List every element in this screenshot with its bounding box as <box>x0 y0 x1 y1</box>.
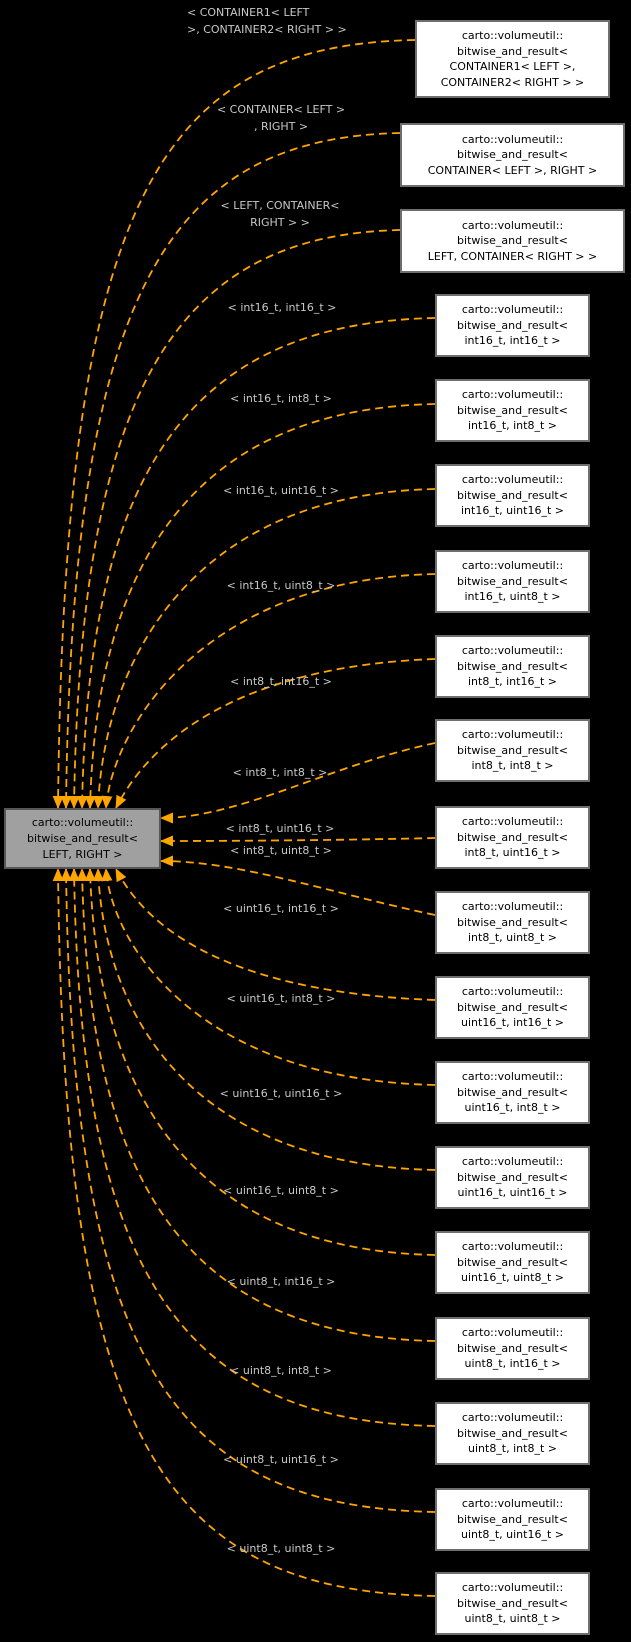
instantiation-node-line: int8_t, int8_t > <box>471 759 554 773</box>
instantiation-node-line: bitwise_and_result< <box>457 1341 568 1355</box>
instantiation-node-line: carto::volumeutil:: <box>461 1581 564 1595</box>
instantiation-node-line: bitwise_and_result< <box>457 743 568 757</box>
instantiation-node-line: int8_t, int16_t > <box>467 675 557 689</box>
instantiation-node[interactable] <box>435 1572 590 1635</box>
instantiation-node[interactable] <box>435 1231 590 1294</box>
edge-label <box>230 844 332 857</box>
edge-label-line: < int16_t, int16_t > <box>227 301 337 314</box>
edge-label-line: , RIGHT > <box>253 120 309 133</box>
instantiation-node-line: carto::volumeutil:: <box>461 29 564 42</box>
instantiation-node[interactable] <box>400 209 625 273</box>
edge-label <box>230 675 332 688</box>
instantiation-node-line: bitwise_and_result< <box>457 318 568 332</box>
instantiation-node-line: bitwise_and_result< <box>457 1085 568 1099</box>
instantiation-node-line: int16_t, int16_t > <box>464 334 561 348</box>
edge-label-line: < int8_t, uint8_t > <box>230 844 332 857</box>
instantiation-node[interactable] <box>435 1061 590 1124</box>
instantiation-node-line: bitwise_and_result< <box>457 1596 568 1610</box>
edge-label <box>217 101 345 135</box>
instantiation-node[interactable] <box>435 1317 590 1380</box>
edge-label <box>230 1364 332 1377</box>
edge-label-line: < int16_t, uint16_t > <box>223 484 339 497</box>
instantiation-node[interactable] <box>435 806 590 869</box>
instantiation-node-line: carto::volumeutil:: <box>461 1155 564 1169</box>
instantiation-node-line: int8_t, uint8_t > <box>468 931 557 945</box>
instantiation-node-line: bitwise_and_result< <box>457 44 568 58</box>
instantiation-node-line: bitwise_and_result< <box>457 234 568 248</box>
instantiation-node-line: bitwise_and_result< <box>457 915 568 929</box>
instantiation-node[interactable] <box>435 1402 590 1465</box>
instantiation-node-line: uint8_t, uint8_t > <box>464 1612 561 1626</box>
instantiation-edge <box>58 869 435 1596</box>
instantiation-node-line: uint16_t, int16_t > <box>461 1016 564 1030</box>
instantiation-edge <box>161 838 435 841</box>
instantiation-node-line: carto::volumeutil:: <box>461 1070 564 1084</box>
instantiation-node[interactable] <box>400 123 625 187</box>
edge-label-line: < uint8_t, uint8_t > <box>226 1542 336 1555</box>
edge-label <box>223 484 339 497</box>
edge-label-line: < CONTAINER1< LEFT <box>187 6 310 19</box>
instantiation-node-line: carto::volumeutil:: <box>461 1497 564 1511</box>
edge-label <box>227 1542 336 1555</box>
instantiation-node[interactable] <box>435 635 590 698</box>
instantiation-node-line: bitwise_and_result< <box>457 1000 568 1014</box>
instantiation-node[interactable] <box>435 1488 590 1551</box>
instantiation-node-line: bitwise_and_result< <box>457 403 568 417</box>
edge-label-line: RIGHT > > <box>250 216 310 229</box>
edge-label <box>233 766 328 779</box>
instantiation-node[interactable] <box>435 550 590 613</box>
instantiation-node-line: CONTAINER< LEFT >, RIGHT > <box>427 163 598 177</box>
instantiation-node[interactable] <box>435 976 590 1039</box>
central-node <box>4 808 161 869</box>
edge-label <box>187 4 347 38</box>
instantiation-edge <box>98 489 435 808</box>
instantiation-edge <box>116 869 435 1000</box>
edge-label-line: < uint8_t, uint16_t > <box>223 1453 339 1466</box>
instantiation-node-line: carto::volumeutil:: <box>461 1326 564 1340</box>
edge-label <box>227 579 336 592</box>
instantiation-node-line: int8_t, uint16_t > <box>464 846 561 860</box>
instantiation-node-line: carto::volumeutil:: <box>461 559 564 573</box>
edge-label <box>227 1275 336 1288</box>
edge-label <box>223 902 339 915</box>
edge-label-line: < uint16_t, uint16_t > <box>219 1087 343 1100</box>
instantiation-node-line: bitwise_and_result< <box>457 830 568 844</box>
edge-label-line: < uint8_t, int8_t > <box>230 1364 332 1377</box>
instantiation-node-line: bitwise_and_result< <box>457 488 568 502</box>
edge-label-line: < int16_t, int8_t > <box>230 392 332 405</box>
instantiation-node-line: carto::volumeutil:: <box>461 728 564 742</box>
instantiation-node-line: bitwise_and_result< <box>457 1512 568 1526</box>
instantiation-node-line: carto::volumeutil:: <box>461 303 564 317</box>
instantiation-node-line: LEFT, CONTAINER< RIGHT > > <box>427 249 598 263</box>
instantiation-node-line: bitwise_and_result< <box>457 1255 568 1269</box>
instantiation-node[interactable] <box>435 464 590 527</box>
instantiation-node-line: bitwise_and_result< <box>457 659 568 673</box>
edge-label <box>227 992 336 1005</box>
edge-label-line: < LEFT, CONTAINER< <box>220 199 340 212</box>
instantiation-edge <box>90 869 435 1255</box>
edge-label-line: >, CONTAINER2< RIGHT > > <box>187 23 347 36</box>
edge-label-line: < int8_t, uint16_t > <box>225 822 335 835</box>
instantiation-node-line: int16_t, uint8_t > <box>464 590 561 604</box>
instantiation-node-line: CONTAINER1< LEFT >, <box>449 60 576 73</box>
instantiation-node-line: carto::volumeutil:: <box>461 815 564 829</box>
edge-label <box>226 822 335 835</box>
instantiation-node[interactable] <box>435 1146 590 1209</box>
edge-label-line: < int8_t, int8_t > <box>232 766 328 779</box>
edge-label-line: < int16_t, uint8_t > <box>226 579 336 592</box>
instantiation-node-line: bitwise_and_result< <box>457 1170 568 1184</box>
central-node-line: LEFT, RIGHT > <box>42 847 123 861</box>
edge-label <box>223 1453 339 1466</box>
instantiation-edge <box>161 743 435 818</box>
instantiation-node-line: carto::volumeutil:: <box>461 644 564 658</box>
instantiation-node-line: bitwise_and_result< <box>457 574 568 588</box>
instantiation-node-line: uint8_t, int8_t > <box>468 1442 557 1456</box>
edge-label-line: < int8_t, int16_t > <box>230 675 332 688</box>
instantiation-edge <box>74 230 400 808</box>
instantiation-node-line: bitwise_and_result< <box>457 1426 568 1440</box>
central-node-line: bitwise_and_result< <box>27 831 138 845</box>
instantiation-node-line: CONTAINER2< RIGHT > > <box>440 75 585 89</box>
instantiation-node[interactable] <box>435 719 590 782</box>
instantiation-node-line: carto::volumeutil:: <box>461 1240 564 1254</box>
instantiation-node[interactable] <box>415 20 610 98</box>
instantiation-node-line: carto::volumeutil:: <box>461 473 564 487</box>
instantiation-node-line: bitwise_and_result< <box>457 148 568 162</box>
edge-label-line: < uint16_t, int16_t > <box>223 902 339 915</box>
instantiation-node[interactable] <box>435 379 590 442</box>
edge-label <box>230 392 332 405</box>
instantiation-node[interactable] <box>435 294 590 357</box>
edge-label-line: < uint16_t, uint8_t > <box>223 1184 339 1197</box>
instantiation-edge <box>66 133 400 808</box>
instantiation-node-line: carto::volumeutil:: <box>461 1411 564 1425</box>
instantiation-edge <box>90 404 435 808</box>
edge-label <box>220 1087 343 1100</box>
edge-label-line: < CONTAINER< LEFT > <box>216 103 346 116</box>
instantiation-edge <box>58 40 415 808</box>
instantiation-node-line: uint8_t, int16_t > <box>464 1357 561 1371</box>
instantiation-node-line: carto::volumeutil:: <box>461 900 564 914</box>
instantiation-node-line: carto::volumeutil:: <box>461 132 564 146</box>
instantiation-node[interactable] <box>435 891 590 954</box>
edge-label <box>228 301 337 314</box>
instantiation-node-line: carto::volumeutil:: <box>461 985 564 999</box>
edge-label-line: < uint8_t, int16_t > <box>226 1275 336 1288</box>
edge-label <box>221 197 340 231</box>
instantiation-node-line: uint8_t, uint16_t > <box>461 1528 564 1542</box>
instantiation-node-line: int16_t, int8_t > <box>467 419 557 433</box>
edge-label-line: < uint16_t, int8_t > <box>226 992 336 1005</box>
instantiation-edge <box>82 869 435 1341</box>
instantiation-node-line: uint16_t, int8_t > <box>464 1101 561 1115</box>
central-node-line: carto::volumeutil:: <box>31 815 134 829</box>
instantiation-node-line: carto::volumeutil:: <box>461 388 564 402</box>
instantiation-node-line: carto::volumeutil:: <box>461 218 564 232</box>
instantiation-node-line: uint16_t, uint16_t > <box>457 1186 568 1200</box>
instantiation-node-line: int16_t, uint16_t > <box>461 504 564 518</box>
instantiation-edge <box>74 869 435 1426</box>
edge-label <box>223 1184 339 1197</box>
instantiation-node-line: uint16_t, uint8_t > <box>461 1271 564 1285</box>
